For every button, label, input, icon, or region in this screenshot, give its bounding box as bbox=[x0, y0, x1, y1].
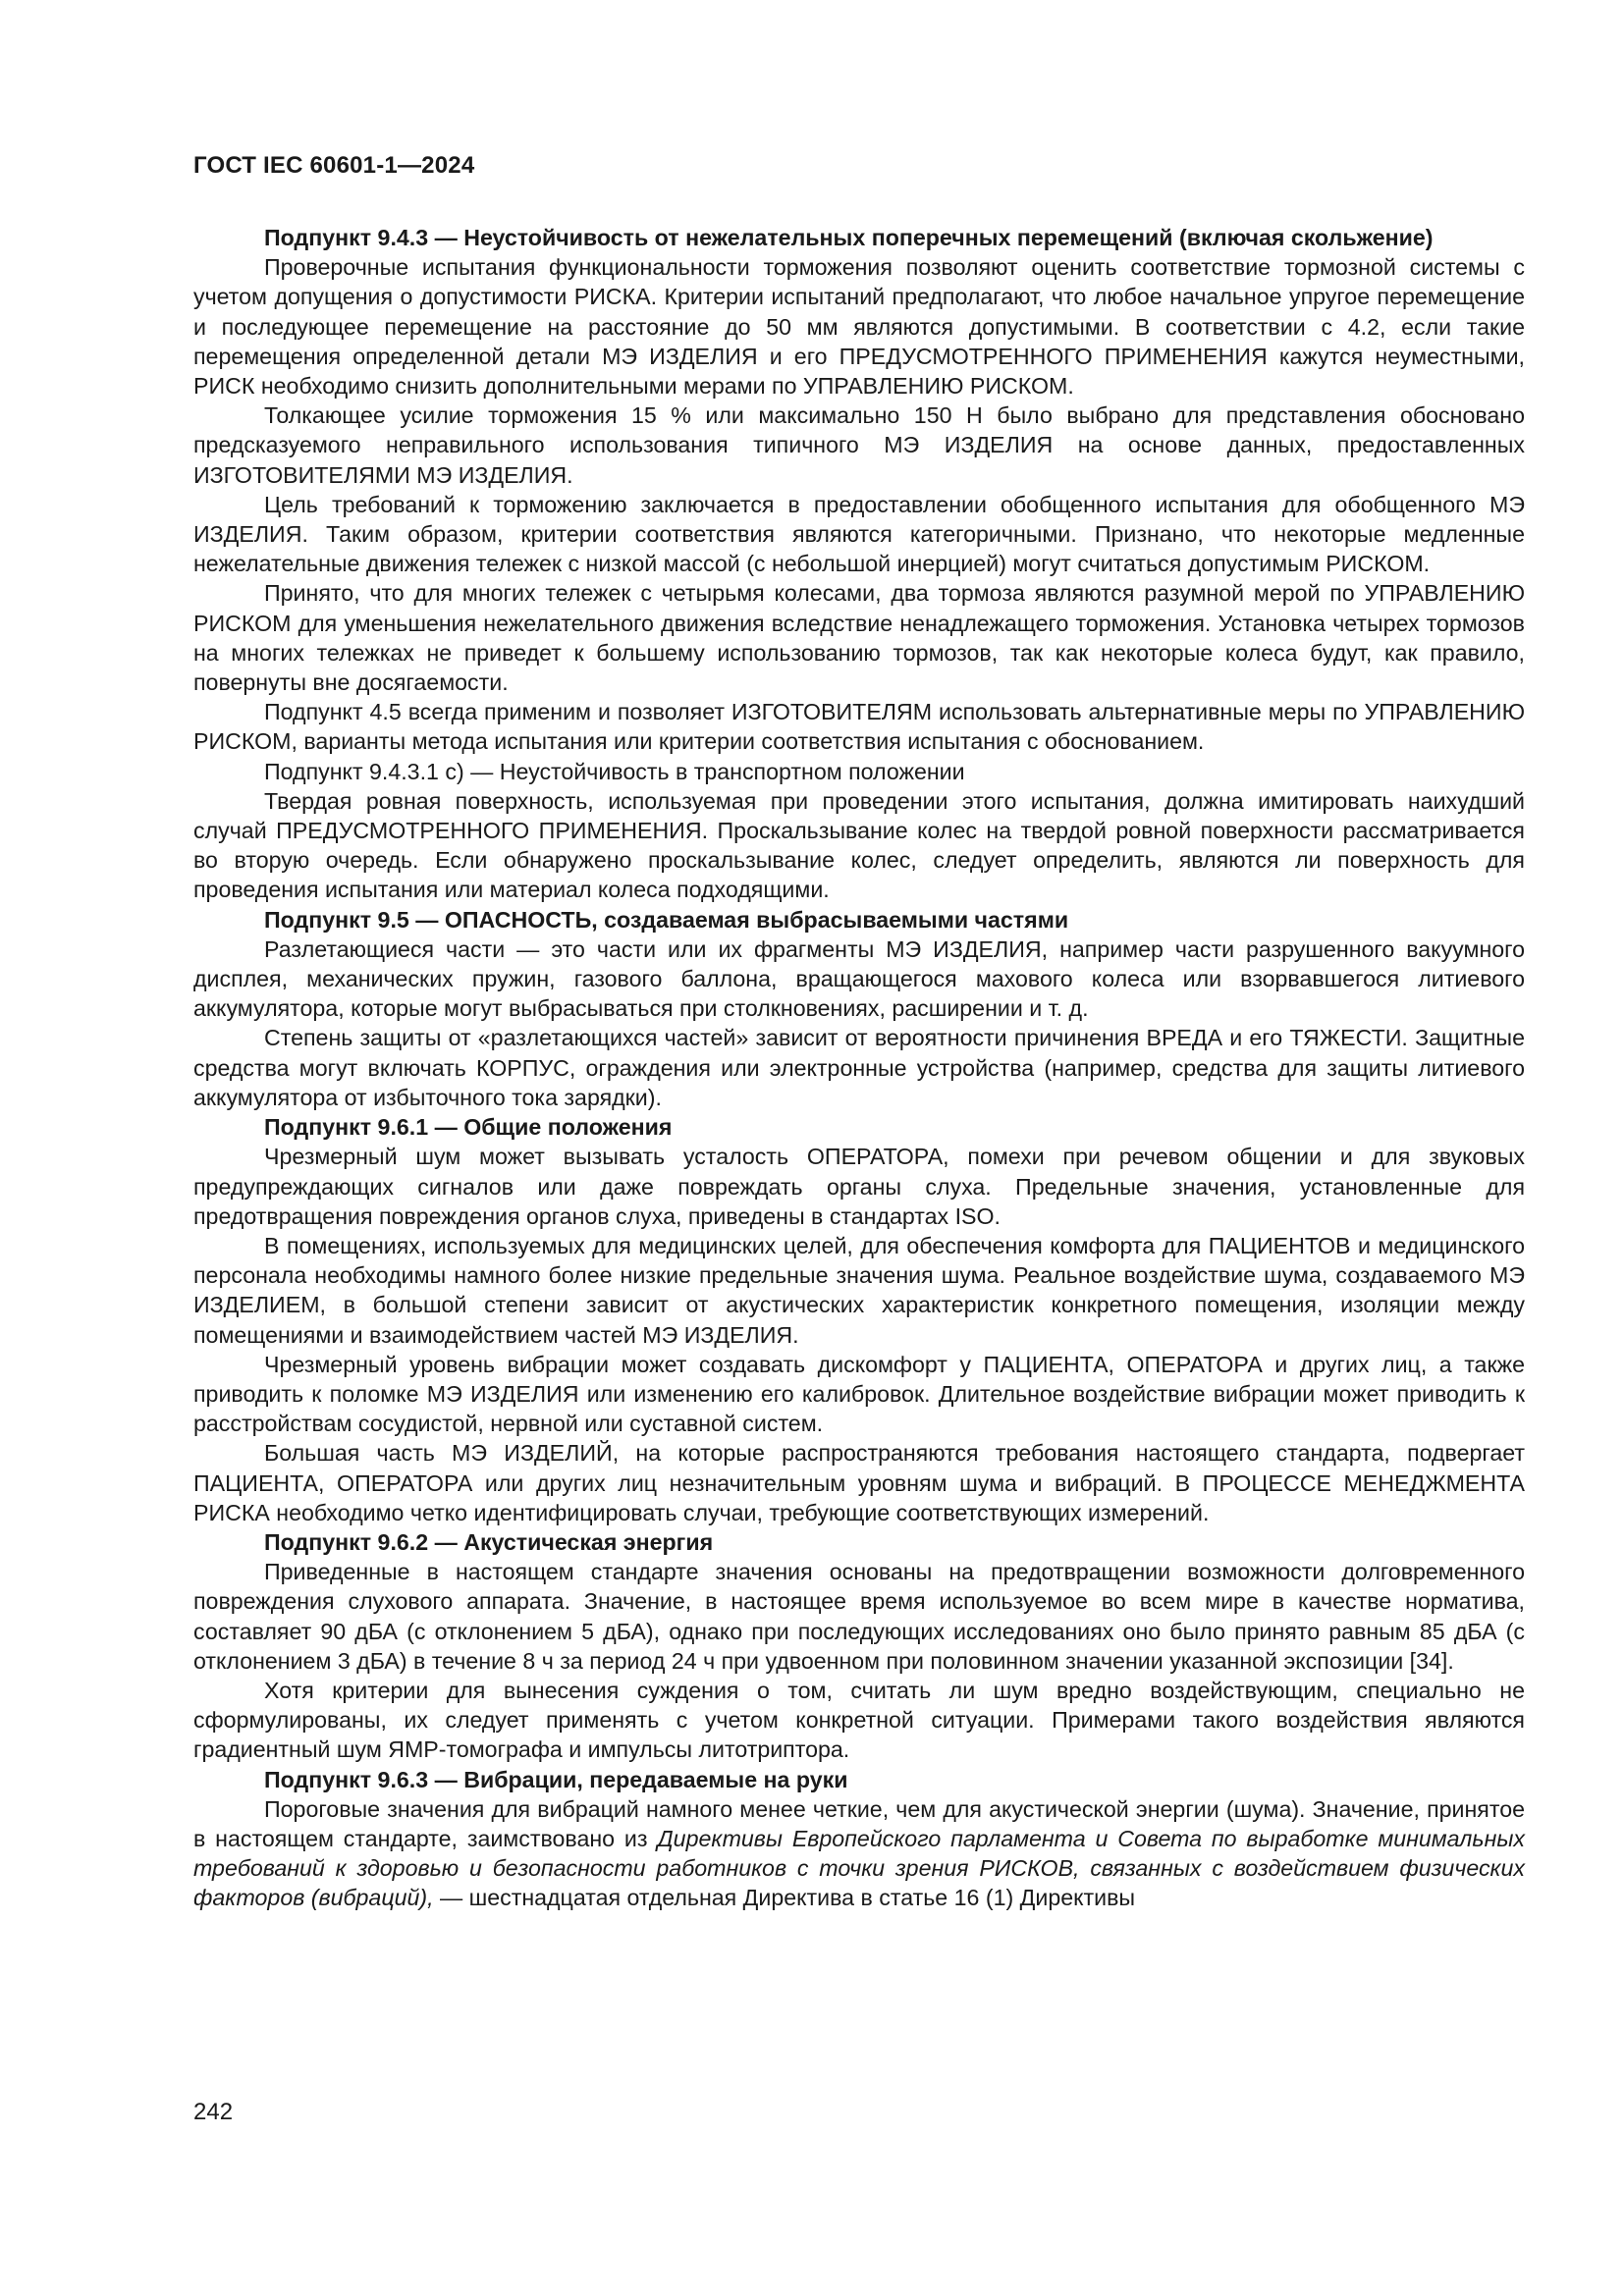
paragraph-text: Пороговые значения для вибраций намного менее четкие, чем для акустической энергии (шума). Значение, принятое в настоящем стандарте, заимствовано из bbox=[193, 1795, 1525, 1851]
paragraph: Хотя критерии для вынесения суждения о том, считать ли шум вредно воздействующим, специально не сформулированы, их следует применять с учетом конкретной ситуации. Примерами такого воздействия являются градиентный шум ЯМР-томографа и импульсы литотриптора. bbox=[193, 1677, 1525, 1763]
directive-citation: Директивы Европейского парламента и Совета по выработке минимальных требований к здоровью и безопасности работников с точки зрения РИСКОВ, связанных с воздействием физических факторов (вибраций), bbox=[193, 1825, 1525, 1911]
paragraph: Цель требований к торможению заключается в предоставлении обобщенного испытания для обобщенного МЭ ИЗДЕЛИЯ. Таким образом, критерии соответствия являются категоричными. Признано, что некоторые медленные нежелательные движения тележек с низкой массой (с небольшой инерцией) могут считаться допустимым РИСКОМ. bbox=[193, 491, 1525, 577]
paragraph: Принято, что для многих тележек с четырьмя колесами, два тормоза являются разумной мерой по УПРАВЛЕНИЮ РИСКОМ для уменьшения нежелательного движения вследствие ненадлежащего торможения. Установка четырех тормозов на многих тележках не приведет к большему использованию тормозов, так как некоторые колеса будут, как правило, повернуты вне досягаемости. bbox=[193, 580, 1525, 696]
paragraph bbox=[193, 1794, 1525, 1913]
paragraph: Подпункт 4.5 всегда применим и позволяет ИЗГОТОВИТЕЛЯМ использовать альтернативные меры по УПРАВЛЕНИЮ РИСКОМ, варианты метода испытания или критерии соответствия испытания с обоснованием. bbox=[193, 699, 1525, 755]
subclause-heading-9-6-3: Подпункт 9.6.3 — Вибрации, передаваемые на руки bbox=[264, 1766, 848, 1792]
paragraph: Твердая ровная поверхность, используемая при проведении этого испытания, должна имитировать наихудший случай ПРЕДУСМОТРЕННОГО ПРИМЕНЕНИЯ. Проскальзывание колес на твердой ровной поверхности рассматривается во вторую очередь. Если обнаружено проскальзывание колес, следует определить, являются ли поверхность для проведения испытания или материал колеса подходящими. bbox=[193, 787, 1525, 903]
paragraph-text: — шестнадцатая отдельная Директива в статье 16 (1) Директивы bbox=[433, 1885, 1136, 1911]
paragraph: Чрезмерный уровень вибрации может создавать дискомфорт у ПАЦИЕНТА, ОПЕРАТОРА и других лиц, а также приводить к поломке МЭ ИЗДЕЛИЯ или изменению его калибровок. Длительное воздействие вибрации может приводить к расстройствам сосудистой, нервной или суставной систем. bbox=[193, 1351, 1525, 1437]
paragraph: Проверочные испытания функциональности торможения позволяют оценить соответствие тормозной системы с учетом допущения о допустимости РИСКА. Критерии испытаний предполагают, что любое начальное упругое перемещение и последующее перемещение на расстояние до 50 мм являются допустимыми. В соответствии с 4.2, если такие перемещения определенной детали МЭ ИЗДЕЛИЯ и его ПРЕДУСМОТРЕННОГО ПРИМЕНЕНИЯ кажутся неуместными, РИСК необходимо снизить дополнительными мерами по УПРАВЛЕНИЮ РИСКОМ. bbox=[193, 254, 1525, 400]
document-body bbox=[193, 223, 1525, 1913]
paragraph: Чрезмерный шум может вызывать усталость ОПЕРАТОРА, помехи при речевом общении и для звуковых предупреждающих сигналов или даже повреждать органы слуха. Предельные значения, установленные для предотвращения повреждения органов слуха, приведены в стандартах ISO. bbox=[193, 1144, 1525, 1229]
paragraph: Толкающее усилие торможения 15 % или максимально 150 Н было выбрано для представления обосновано предсказуемого неправильного использования типичного МЭ ИЗДЕЛИЯ на основе данных, предоставленных ИЗГОТОВИТЕЛЯМИ МЭ ИЗДЕЛИЯ. bbox=[193, 402, 1525, 488]
paragraph: Подпункт 9.4.3.1 c) — Неустойчивость в транспортном положении bbox=[264, 758, 965, 784]
paragraph: Большая часть МЭ ИЗДЕЛИЙ, на которые распространяются требования настоящего стандарта, подвергает ПАЦИЕНТА, ОПЕРАТОРА или других лиц незначительным уровням шума и вибраций. В ПРОЦЕССЕ МЕНЕДЖМЕНТА РИСКА необходимо четко идентифицировать случаи, требующие соответствующих измерений. bbox=[193, 1440, 1525, 1525]
document-header: ГОСТ IEC 60601-1—2024 bbox=[193, 152, 475, 179]
paragraph: Степень защиты от «разлетающихся частей» зависит от вероятности причинения ВРЕДА и его ТЯЖЕСТИ. Защитные средства могут включать КОРПУС, ограждения или электронные устройства (например, средства для защиты литиевого аккумулятора от избыточного тока зарядки). bbox=[193, 1025, 1525, 1110]
page-number: 242 bbox=[193, 2099, 234, 2125]
subclause-heading-9-6-2: Подпункт 9.6.2 — Акустическая энергия bbox=[264, 1528, 714, 1555]
paragraph: Приведенные в настоящем стандарте значения основаны на предотвращении возможности долговременного повреждения слухового аппарата. Значение, в настоящее время используемое во всем мире в качестве норматива, составляет 90 дБА (с отклонением 5 дБА), однако при последующих исследованиях оно было принято равным 85 дБА (с отклонением 3 дБА) в течение 8 ч за период 24 ч при удвоенном при половинном значении указанной экспозиции [34]. bbox=[193, 1559, 1525, 1674]
subclause-heading-9-5: Подпункт 9.5 — ОПАСНОСТЬ, создаваемая выбрасываемыми частями bbox=[264, 906, 1069, 933]
paragraph: В помещениях, используемых для медицинских целей, для обеспечения комфорта для ПАЦИЕНТОВ и медицинского персонала необходимы намного более низкие предельные значения шума. Реальное воздействие шума, создаваемого МЭ ИЗДЕЛИЕМ, в большой степени зависит от акустических характеристик конкретного помещения, изоляции между помещениями и взаимодействием частей МЭ ИЗДЕЛИЯ. bbox=[193, 1232, 1525, 1348]
paragraph: Разлетающиеся части — это части или их фрагменты МЭ ИЗДЕЛИЯ, например части разрушенного вакуумного дисплея, механических пружин, газового баллона, вращающегося махового колеса или взорвавшегося литиевого аккумулятора, которые могут выбрасываться при столкновениях, расширении и т. д. bbox=[193, 935, 1525, 1022]
subclause-heading-9-6-1: Подпункт 9.6.1 — Общие положения bbox=[264, 1114, 673, 1141]
subclause-heading-9-4-3: Подпункт 9.4.3 — Неустойчивость от нежелательных поперечных перемещений (включая скольжение) bbox=[264, 225, 1434, 250]
